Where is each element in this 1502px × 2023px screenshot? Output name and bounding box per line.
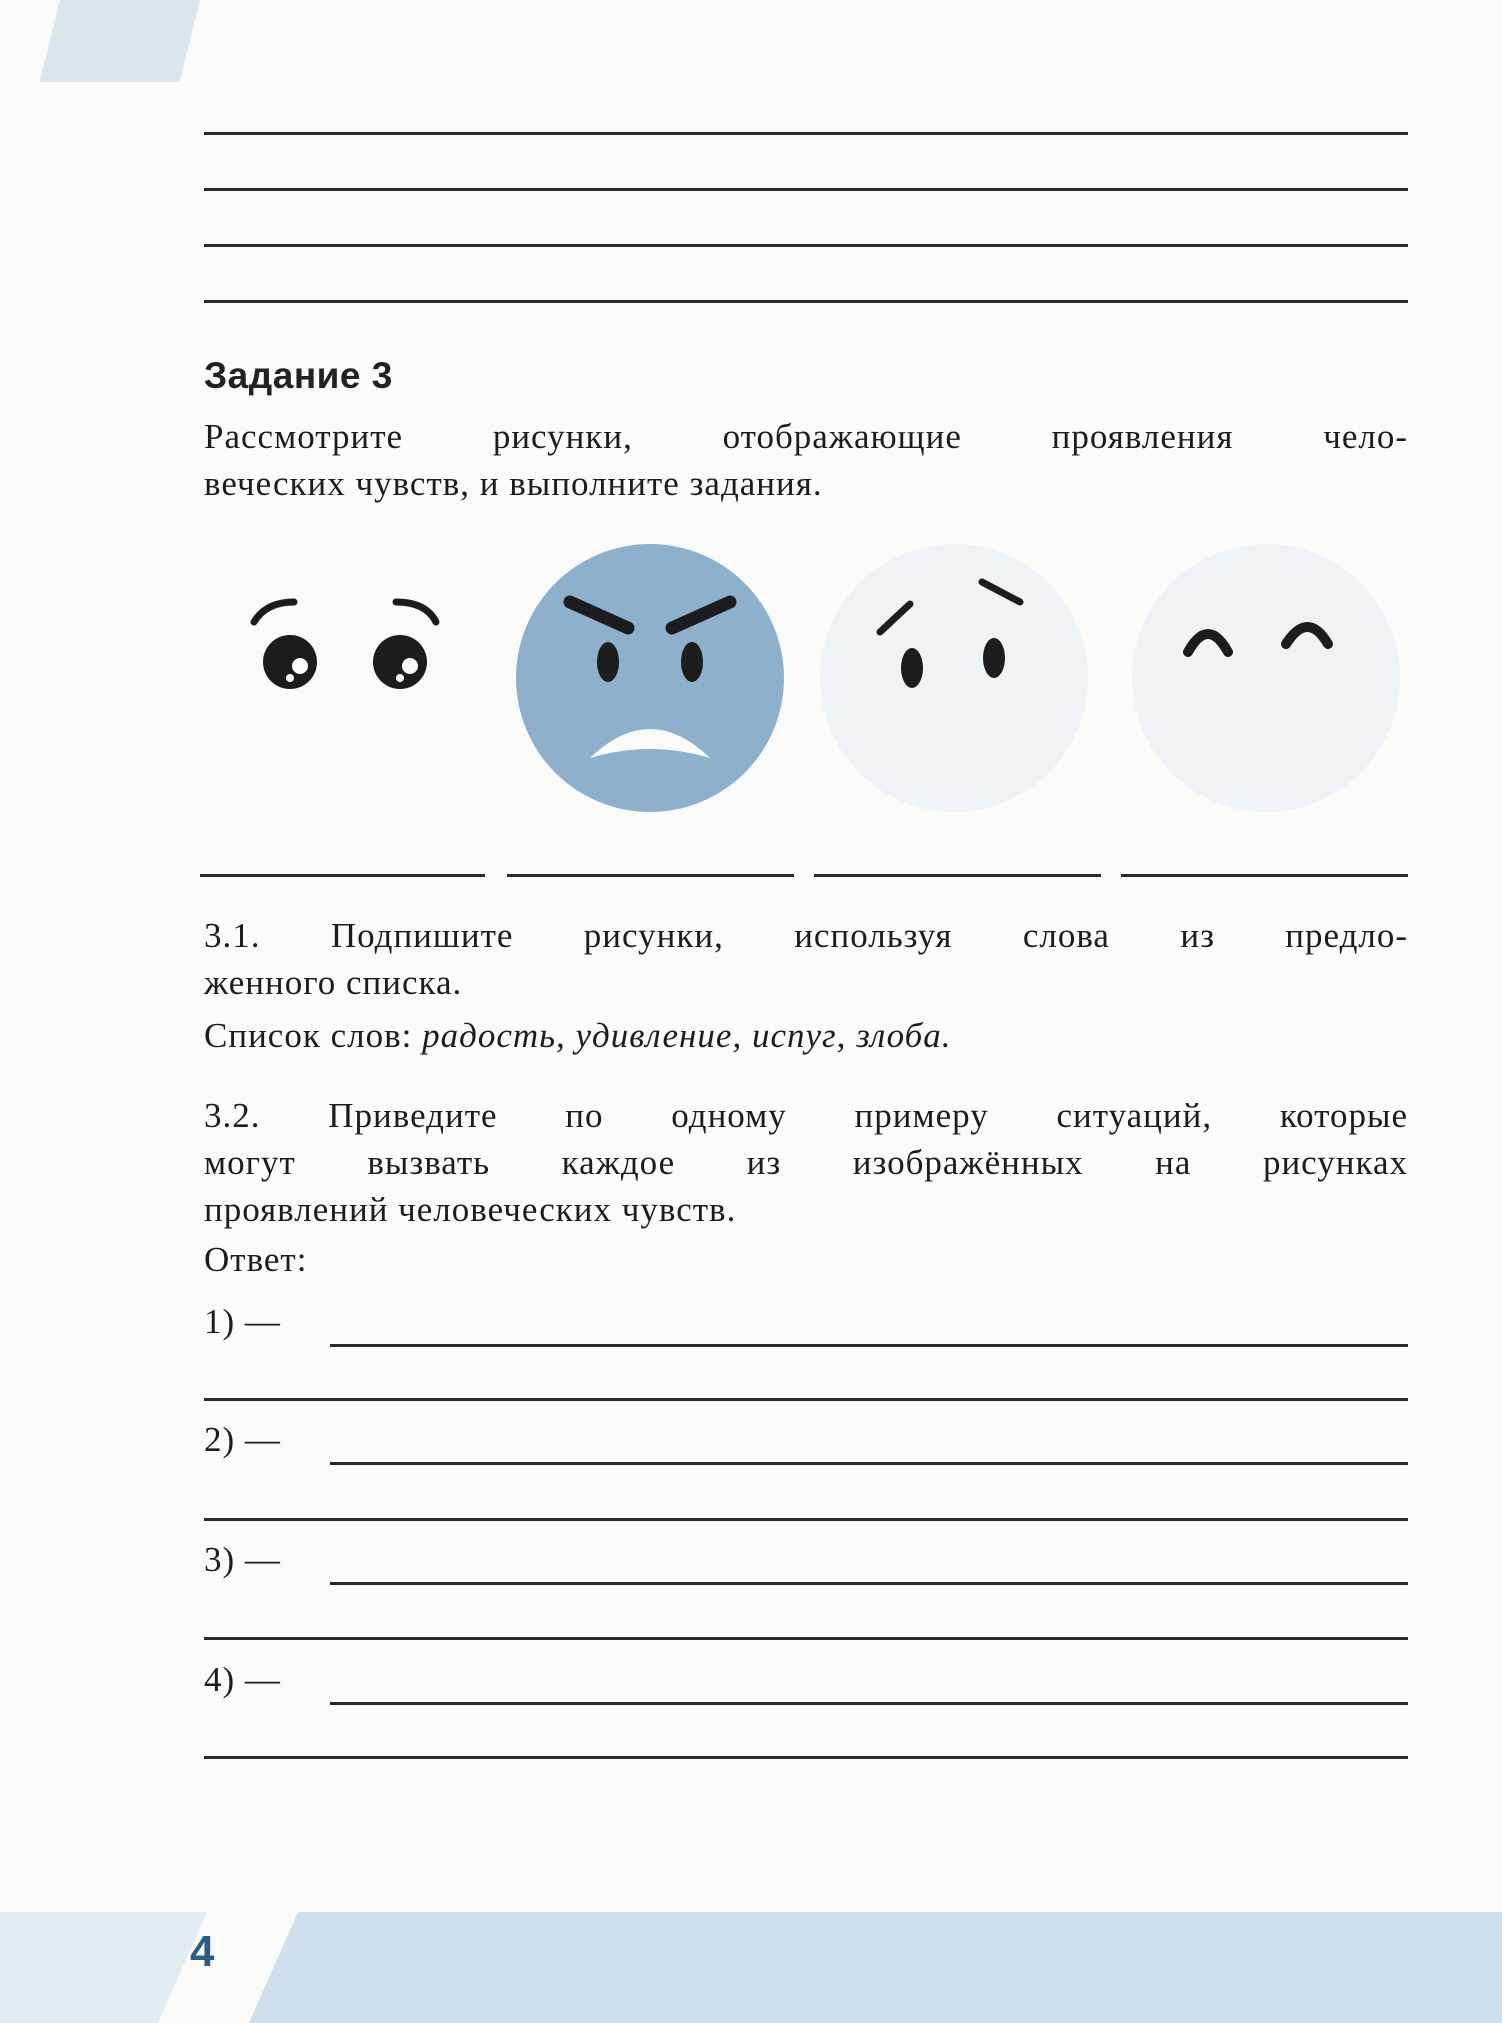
emotion-pictures [204,540,1408,830]
answer-2-label: 2) — [204,1420,281,1459]
answer-4-label: 4) — [204,1660,281,1699]
subtask-1-line-2: женного списка. [204,963,463,1002]
subtask-2-line-2: могут вызвать каждое из изображённых на рисунках [204,1143,1408,1182]
answer-label: Ответ: [204,1240,308,1279]
caption-line-4[interactable] [1121,874,1408,877]
frightened-eyes-icon [254,602,436,689]
subtask-1-line-1: 3.1. Подпишите рисунки, используя слова из предло- [204,916,1408,955]
subtask-2-line-1: 3.2. Приведите по одному примеру ситуаций, которые [204,1096,1408,1135]
answer-3-line-continued[interactable] [204,1637,1408,1640]
task-heading: Задание 3 [204,355,393,396]
word-list-label: Список слов: [204,1016,413,1055]
corner-tab-decoration [40,0,200,82]
answer-4-line[interactable] [330,1702,1408,1705]
answer-line[interactable] [204,188,1408,191]
answer-2-line[interactable] [330,1462,1408,1465]
caption-line-3[interactable] [814,874,1101,877]
answer-1-line[interactable] [330,1344,1408,1347]
answer-2-line-continued[interactable] [204,1518,1408,1521]
caption-line-2[interactable] [507,874,794,877]
surprised-face-icon [820,544,1088,812]
answer-line[interactable] [204,132,1408,135]
word-list [204,1012,1408,1059]
subtask-2-line-3: проявлений человеческих чувств. [204,1190,737,1229]
caption-line-1[interactable] [200,874,485,877]
angry-face-icon [516,544,784,812]
word-list-words: радость, удивление, испуг, злоба. [422,1016,952,1055]
answer-line[interactable] [204,300,1408,303]
page-number: 4 [190,1927,215,1976]
answer-4-line-continued[interactable] [204,1756,1408,1759]
answer-line[interactable] [204,244,1408,247]
answer-1-label: 1) — [204,1302,281,1341]
answer-3-line[interactable] [330,1582,1408,1585]
answer-3-label: 3) — [204,1540,281,1579]
task-intro-line-2: веческих чувств, и выполните задания. [204,464,823,503]
task-intro-line-1: Рассмотрите рисунки, отображающие проявления чело- [204,417,1408,456]
answer-1-line-continued[interactable] [204,1398,1408,1401]
happy-face-icon [1132,544,1400,812]
